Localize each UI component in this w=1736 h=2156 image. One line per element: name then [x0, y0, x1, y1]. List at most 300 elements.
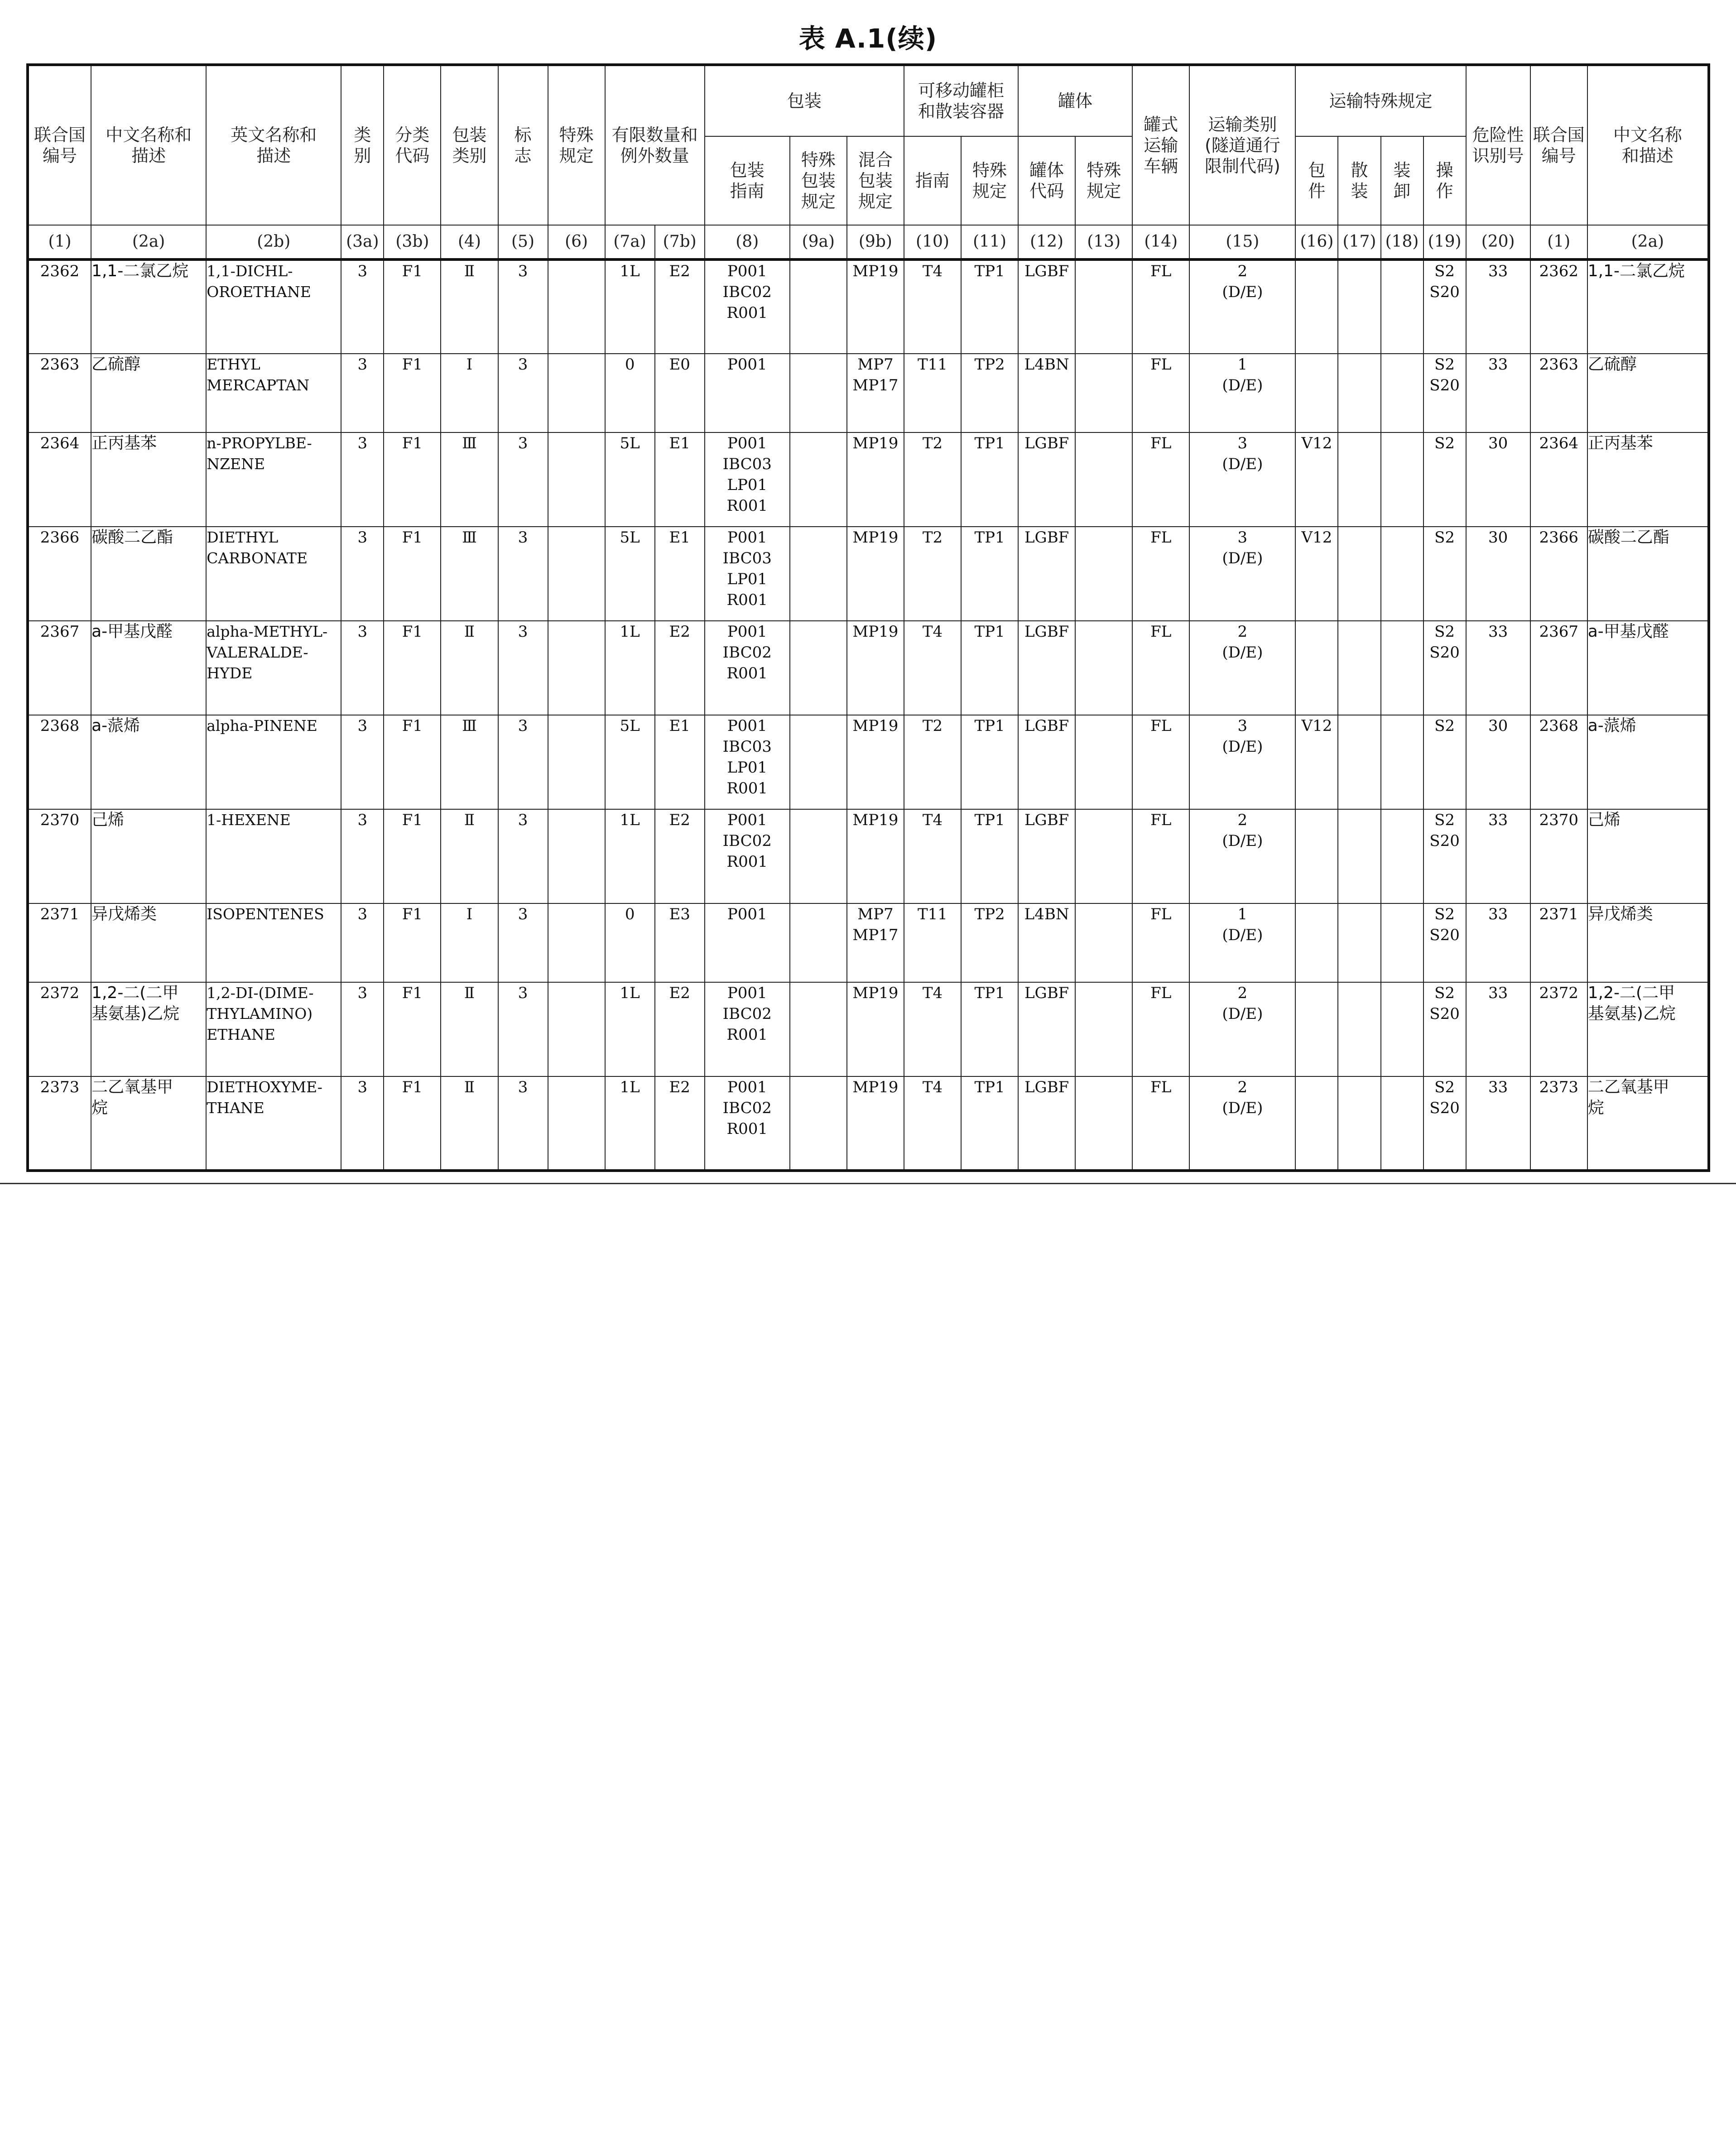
- cell-limited-qty: 5L: [605, 527, 655, 621]
- cell-tank-code: LGBF: [1018, 1076, 1075, 1171]
- cell-mixed-packing: MP19: [847, 982, 904, 1076]
- cell-mixed-packing: MP19: [847, 432, 904, 527]
- header-packaging: 包装: [705, 65, 904, 136]
- cell-tank-vehicle: FL: [1132, 903, 1189, 982]
- column-number: (1): [28, 225, 91, 259]
- cell-mixed-packing: MP19: [847, 259, 904, 354]
- cell-name-en: 1-HEXENE: [206, 809, 341, 903]
- cell-packages: [1295, 903, 1338, 982]
- cell-hazard-id: 33: [1466, 354, 1530, 432]
- cell-packages: [1295, 354, 1338, 432]
- cell-loading: [1381, 1076, 1423, 1171]
- cell-special-provisions: [548, 527, 605, 621]
- cell-excepted-qty: E2: [655, 621, 705, 715]
- cell-un-no-2: 2367: [1530, 621, 1587, 715]
- cell-special-packing: [790, 527, 847, 621]
- header-un-no-2: 联合国 编号: [1530, 65, 1587, 225]
- cell-tank-code: LGBF: [1018, 621, 1075, 715]
- cell-un-no: 2372: [28, 982, 91, 1076]
- cell-un-no: 2370: [28, 809, 91, 903]
- table-row: [28, 715, 1709, 809]
- column-number: (3b): [384, 225, 441, 259]
- column-number: (14): [1132, 225, 1189, 259]
- cell-class: 3: [341, 982, 384, 1076]
- cell-transport-category: 2 (D/E): [1189, 809, 1295, 903]
- cell-operation: S2 S20: [1423, 982, 1466, 1076]
- cell-packing-instr: P001 IBC02 R001: [705, 809, 790, 903]
- cell-special-provisions: [548, 432, 605, 527]
- cell-tank-code: L4BN: [1018, 354, 1075, 432]
- cell-excepted-qty: E1: [655, 432, 705, 527]
- cell-class: 3: [341, 1076, 384, 1171]
- cell-tank-vehicle: FL: [1132, 259, 1189, 354]
- cell-pt-special: TP2: [961, 903, 1018, 982]
- header-class-code: 分类 代码: [384, 65, 441, 225]
- header-mixed-packing: 混合 包装 规定: [847, 136, 904, 225]
- cell-special-packing: [790, 982, 847, 1076]
- cell-class: 3: [341, 527, 384, 621]
- cell-un-no: 2364: [28, 432, 91, 527]
- cell-operation: S2: [1423, 432, 1466, 527]
- header-operation: 操 作: [1423, 136, 1466, 225]
- cell-mixed-packing: MP19: [847, 621, 904, 715]
- cell-un-no-2: 2363: [1530, 354, 1587, 432]
- cell-tank-vehicle: FL: [1132, 527, 1189, 621]
- cell-pt-instr: T4: [904, 982, 961, 1076]
- cell-name-cn-2: 己烯: [1587, 809, 1709, 903]
- column-number: (7b): [655, 225, 705, 259]
- cell-un-no: 2367: [28, 621, 91, 715]
- cell-label: 3: [498, 809, 548, 903]
- cell-tank-vehicle: FL: [1132, 715, 1189, 809]
- cell-un-no: 2373: [28, 1076, 91, 1171]
- cell-name-cn: 1,2-二(二甲 基氨基)乙烷: [91, 982, 206, 1076]
- cell-excepted-qty: E2: [655, 259, 705, 354]
- cell-bulk: [1338, 715, 1380, 809]
- cell-tank-vehicle: FL: [1132, 1076, 1189, 1171]
- cell-packages: V12: [1295, 527, 1338, 621]
- cell-pt-special: TP1: [961, 621, 1018, 715]
- cell-packing-instr: P001 IBC03 LP01 R001: [705, 715, 790, 809]
- cell-operation: S2 S20: [1423, 259, 1466, 354]
- cell-limited-qty: 1L: [605, 982, 655, 1076]
- column-number: (5): [498, 225, 548, 259]
- cell-transport-category: 2 (D/E): [1189, 259, 1295, 354]
- cell-bulk: [1338, 354, 1380, 432]
- header-tank: 罐体: [1018, 65, 1132, 136]
- cell-bulk: [1338, 259, 1380, 354]
- cell-operation: S2 S20: [1423, 1076, 1466, 1171]
- cell-packing-group: Ⅲ: [441, 715, 498, 809]
- cell-name-cn-2: a-甲基戊醛: [1587, 621, 1709, 715]
- header-class: 类 别: [341, 65, 384, 225]
- cell-name-en: 1,1-DICHL- OROETHANE: [206, 259, 341, 354]
- cell-pt-instr: T2: [904, 527, 961, 621]
- cell-label: 3: [498, 1076, 548, 1171]
- header-special-provisions: 特殊 规定: [548, 65, 605, 225]
- cell-pt-instr: T2: [904, 715, 961, 809]
- column-number: (9b): [847, 225, 904, 259]
- cell-un-no: 2371: [28, 903, 91, 982]
- table-row: [28, 903, 1709, 982]
- cell-special-provisions: [548, 354, 605, 432]
- cell-class-code: F1: [384, 354, 441, 432]
- cell-class: 3: [341, 259, 384, 354]
- cell-packing-instr: P001 IBC02 R001: [705, 982, 790, 1076]
- cell-pt-special: TP1: [961, 527, 1018, 621]
- cell-tank-vehicle: FL: [1132, 432, 1189, 527]
- cell-packing-group: I: [441, 354, 498, 432]
- cell-name-en: alpha-METHYL- VALERALDE- HYDE: [206, 621, 341, 715]
- cell-transport-category: 3 (D/E): [1189, 715, 1295, 809]
- cell-name-en: ISOPENTENES: [206, 903, 341, 982]
- cell-packing-instr: P001: [705, 354, 790, 432]
- cell-special-packing: [790, 809, 847, 903]
- cell-packing-group: Ⅱ: [441, 259, 498, 354]
- cell-un-no-2: 2373: [1530, 1076, 1587, 1171]
- table-row: [28, 621, 1709, 715]
- header-tank-special: 特殊 规定: [1075, 136, 1132, 225]
- cell-bulk: [1338, 809, 1380, 903]
- cell-pt-special: TP1: [961, 809, 1018, 903]
- cell-packages: [1295, 259, 1338, 354]
- cell-hazard-id: 33: [1466, 621, 1530, 715]
- cell-tank-special: [1075, 1076, 1132, 1171]
- cell-class-code: F1: [384, 432, 441, 527]
- dangerous-goods-table: [26, 63, 1710, 1172]
- cell-packages: V12: [1295, 715, 1338, 809]
- cell-hazard-id: 33: [1466, 809, 1530, 903]
- cell-packing-instr: P001 IBC02 R001: [705, 259, 790, 354]
- column-number: (7a): [605, 225, 655, 259]
- cell-transport-category: 2 (D/E): [1189, 621, 1295, 715]
- cell-label: 3: [498, 715, 548, 809]
- cell-operation: S2 S20: [1423, 621, 1466, 715]
- cell-pt-special: TP1: [961, 982, 1018, 1076]
- column-number: (17): [1338, 225, 1380, 259]
- cell-packages: [1295, 1076, 1338, 1171]
- cell-name-cn-2: 异戊烯类: [1587, 903, 1709, 982]
- column-number-row: [28, 225, 1709, 259]
- header-transport-category: 运输类别 (隧道通行 限制代码): [1189, 65, 1295, 225]
- cell-hazard-id: 30: [1466, 715, 1530, 809]
- cell-label: 3: [498, 432, 548, 527]
- cell-hazard-id: 33: [1466, 1076, 1530, 1171]
- column-number: (8): [705, 225, 790, 259]
- column-number: (2b): [206, 225, 341, 259]
- cell-operation: S2: [1423, 715, 1466, 809]
- cell-tank-vehicle: FL: [1132, 982, 1189, 1076]
- cell-un-no-2: 2368: [1530, 715, 1587, 809]
- cell-un-no-2: 2366: [1530, 527, 1587, 621]
- cell-special-packing: [790, 1076, 847, 1171]
- cell-packages: V12: [1295, 432, 1338, 527]
- cell-operation: S2 S20: [1423, 903, 1466, 982]
- cell-tank-vehicle: FL: [1132, 809, 1189, 903]
- cell-tank-special: [1075, 982, 1132, 1076]
- cell-un-no-2: 2364: [1530, 432, 1587, 527]
- cell-loading: [1381, 903, 1423, 982]
- cell-tank-special: [1075, 903, 1132, 982]
- cell-name-cn: 异戊烯类: [91, 903, 206, 982]
- cell-bulk: [1338, 903, 1380, 982]
- cell-packing-group: I: [441, 903, 498, 982]
- cell-packages: [1295, 809, 1338, 903]
- cell-special-provisions: [548, 715, 605, 809]
- header-name-cn-2: 中文名称 和描述: [1587, 65, 1709, 225]
- column-number: (11): [961, 225, 1018, 259]
- cell-limited-qty: 0: [605, 354, 655, 432]
- column-number: (2a): [91, 225, 206, 259]
- cell-tank-code: LGBF: [1018, 982, 1075, 1076]
- cell-label: 3: [498, 354, 548, 432]
- cell-class-code: F1: [384, 715, 441, 809]
- cell-tank-special: [1075, 432, 1132, 527]
- cell-class: 3: [341, 354, 384, 432]
- cell-loading: [1381, 354, 1423, 432]
- table-row: [28, 259, 1709, 354]
- cell-packing-group: Ⅱ: [441, 982, 498, 1076]
- cell-class-code: F1: [384, 982, 441, 1076]
- column-number: (4): [441, 225, 498, 259]
- cell-class: 3: [341, 432, 384, 527]
- cell-pt-special: TP1: [961, 432, 1018, 527]
- cell-name-cn: a-甲基戊醛: [91, 621, 206, 715]
- cell-tank-code: LGBF: [1018, 432, 1075, 527]
- cell-special-provisions: [548, 259, 605, 354]
- cell-un-no: 2368: [28, 715, 91, 809]
- cell-special-provisions: [548, 903, 605, 982]
- cell-special-packing: [790, 432, 847, 527]
- column-number: (16): [1295, 225, 1338, 259]
- cell-limited-qty: 0: [605, 903, 655, 982]
- table-row: [28, 1076, 1709, 1171]
- table-row: [28, 809, 1709, 903]
- cell-special-provisions: [548, 982, 605, 1076]
- column-number: (15): [1189, 225, 1295, 259]
- cell-excepted-qty: E2: [655, 1076, 705, 1171]
- cell-loading: [1381, 809, 1423, 903]
- cell-un-no-2: 2370: [1530, 809, 1587, 903]
- header-un-no: 联合国 编号: [28, 65, 91, 225]
- cell-limited-qty: 1L: [605, 1076, 655, 1171]
- cell-pt-special: TP1: [961, 715, 1018, 809]
- table-row: [28, 432, 1709, 527]
- page-divider: [0, 1183, 1736, 1184]
- header-label: 标 志: [498, 65, 548, 225]
- column-number: (19): [1423, 225, 1466, 259]
- table-row: [28, 354, 1709, 432]
- cell-loading: [1381, 259, 1423, 354]
- cell-name-cn: a-蒎烯: [91, 715, 206, 809]
- cell-label: 3: [498, 903, 548, 982]
- cell-pt-instr: T4: [904, 259, 961, 354]
- cell-mixed-packing: MP19: [847, 715, 904, 809]
- cell-excepted-qty: E0: [655, 354, 705, 432]
- header-special-transport: 运输特殊规定: [1295, 65, 1466, 136]
- cell-special-packing: [790, 259, 847, 354]
- cell-tank-code: LGBF: [1018, 527, 1075, 621]
- cell-name-cn-2: a-蒎烯: [1587, 715, 1709, 809]
- header-limited-qty: 有限数量和 例外数量: [605, 65, 705, 225]
- cell-hazard-id: 33: [1466, 982, 1530, 1076]
- cell-bulk: [1338, 432, 1380, 527]
- cell-un-no-2: 2362: [1530, 259, 1587, 354]
- cell-tank-special: [1075, 259, 1132, 354]
- cell-tank-vehicle: FL: [1132, 354, 1189, 432]
- cell-special-packing: [790, 354, 847, 432]
- cell-tank-code: L4BN: [1018, 903, 1075, 982]
- cell-name-en: DIETHOXYME- THANE: [206, 1076, 341, 1171]
- cell-bulk: [1338, 1076, 1380, 1171]
- cell-un-no: 2362: [28, 259, 91, 354]
- cell-packages: [1295, 982, 1338, 1076]
- cell-name-cn: 己烯: [91, 809, 206, 903]
- cell-operation: S2 S20: [1423, 354, 1466, 432]
- cell-operation: S2 S20: [1423, 809, 1466, 903]
- cell-name-en: alpha-PINENE: [206, 715, 341, 809]
- cell-tank-code: LGBF: [1018, 259, 1075, 354]
- table-row: [28, 527, 1709, 621]
- cell-loading: [1381, 621, 1423, 715]
- cell-tank-special: [1075, 715, 1132, 809]
- header-tank-code: 罐体 代码: [1018, 136, 1075, 225]
- cell-transport-category: 3 (D/E): [1189, 527, 1295, 621]
- cell-name-en: n-PROPYLBE- NZENE: [206, 432, 341, 527]
- cell-name-cn: 二乙氧基甲 烷: [91, 1076, 206, 1171]
- cell-tank-special: [1075, 354, 1132, 432]
- table-header: [28, 65, 1709, 259]
- column-number: (20): [1466, 225, 1530, 259]
- cell-tank-special: [1075, 621, 1132, 715]
- cell-pt-instr: T4: [904, 621, 961, 715]
- cell-packing-group: Ⅱ: [441, 1076, 498, 1171]
- header-packing-instr: 包装 指南: [705, 136, 790, 225]
- cell-name-cn: 1,1-二氯乙烷: [91, 259, 206, 354]
- cell-excepted-qty: E2: [655, 982, 705, 1076]
- table-body: [28, 259, 1709, 1171]
- cell-special-provisions: [548, 621, 605, 715]
- cell-limited-qty: 1L: [605, 809, 655, 903]
- column-number: (18): [1381, 225, 1423, 259]
- cell-transport-category: 2 (D/E): [1189, 982, 1295, 1076]
- cell-label: 3: [498, 621, 548, 715]
- cell-hazard-id: 33: [1466, 259, 1530, 354]
- cell-name-en: 1,2-DI-(DIME- THYLAMINO) ETHANE: [206, 982, 341, 1076]
- cell-pt-special: TP1: [961, 1076, 1018, 1171]
- table-title: 表 A.1(续): [798, 23, 938, 54]
- cell-bulk: [1338, 527, 1380, 621]
- header-packages: 包 件: [1295, 136, 1338, 225]
- column-number: (10): [904, 225, 961, 259]
- cell-loading: [1381, 527, 1423, 621]
- cell-packing-instr: P001: [705, 903, 790, 982]
- column-number: (2a): [1587, 225, 1709, 259]
- cell-bulk: [1338, 621, 1380, 715]
- cell-transport-category: 2 (D/E): [1189, 1076, 1295, 1171]
- cell-pt-instr: T11: [904, 354, 961, 432]
- column-number: (13): [1075, 225, 1132, 259]
- cell-packing-group: Ⅱ: [441, 621, 498, 715]
- cell-class-code: F1: [384, 903, 441, 982]
- cell-class: 3: [341, 715, 384, 809]
- cell-un-no-2: 2372: [1530, 982, 1587, 1076]
- cell-name-cn: 正丙基苯: [91, 432, 206, 527]
- cell-name-cn-2: 正丙基苯: [1587, 432, 1709, 527]
- cell-pt-instr: T11: [904, 903, 961, 982]
- cell-packing-group: Ⅲ: [441, 432, 498, 527]
- cell-pt-instr: T4: [904, 1076, 961, 1171]
- cell-class-code: F1: [384, 1076, 441, 1171]
- cell-packing-instr: P001 IBC02 R001: [705, 621, 790, 715]
- cell-excepted-qty: E3: [655, 903, 705, 982]
- cell-packing-instr: P001 IBC03 LP01 R001: [705, 432, 790, 527]
- header-special-packing: 特殊 包装 规定: [790, 136, 847, 225]
- table-row: [28, 982, 1709, 1076]
- cell-tank-special: [1075, 809, 1132, 903]
- cell-pt-instr: T2: [904, 432, 961, 527]
- cell-label: 3: [498, 527, 548, 621]
- cell-excepted-qty: E2: [655, 809, 705, 903]
- cell-hazard-id: 33: [1466, 903, 1530, 982]
- cell-class-code: F1: [384, 621, 441, 715]
- cell-mixed-packing: MP19: [847, 527, 904, 621]
- cell-label: 3: [498, 982, 548, 1076]
- column-number: (6): [548, 225, 605, 259]
- column-number: (3a): [341, 225, 384, 259]
- cell-label: 3: [498, 259, 548, 354]
- cell-special-packing: [790, 903, 847, 982]
- cell-special-provisions: [548, 1076, 605, 1171]
- cell-tank-code: LGBF: [1018, 715, 1075, 809]
- cell-class: 3: [341, 621, 384, 715]
- cell-special-packing: [790, 715, 847, 809]
- cell-tank-vehicle: FL: [1132, 621, 1189, 715]
- cell-excepted-qty: E1: [655, 715, 705, 809]
- cell-bulk: [1338, 982, 1380, 1076]
- cell-loading: [1381, 432, 1423, 527]
- cell-name-cn-2: 1,2-二(二甲 基氨基)乙烷: [1587, 982, 1709, 1076]
- cell-excepted-qty: E1: [655, 527, 705, 621]
- header-portable-tanks: 可移动罐柜 和散装容器: [904, 65, 1018, 136]
- cell-pt-special: TP1: [961, 259, 1018, 354]
- cell-mixed-packing: MP7 MP17: [847, 903, 904, 982]
- cell-tank-code: LGBF: [1018, 809, 1075, 903]
- column-number: (9a): [790, 225, 847, 259]
- cell-loading: [1381, 982, 1423, 1076]
- cell-class: 3: [341, 903, 384, 982]
- cell-limited-qty: 5L: [605, 715, 655, 809]
- cell-transport-category: 1 (D/E): [1189, 354, 1295, 432]
- cell-packing-group: Ⅱ: [441, 809, 498, 903]
- cell-name-cn-2: 乙硫醇: [1587, 354, 1709, 432]
- cell-packages: [1295, 621, 1338, 715]
- cell-transport-category: 1 (D/E): [1189, 903, 1295, 982]
- cell-limited-qty: 1L: [605, 259, 655, 354]
- cell-class-code: F1: [384, 809, 441, 903]
- header-packing-group: 包装 类别: [441, 65, 498, 225]
- cell-packing-instr: P001 IBC03 LP01 R001: [705, 527, 790, 621]
- cell-name-cn-2: 1,1-二氯乙烷: [1587, 259, 1709, 354]
- cell-class: 3: [341, 809, 384, 903]
- cell-operation: S2: [1423, 527, 1466, 621]
- cell-special-provisions: [548, 809, 605, 903]
- cell-name-cn: 碳酸二乙酯: [91, 527, 206, 621]
- header-pt-special: 特殊 规定: [961, 136, 1018, 225]
- cell-packing-group: Ⅲ: [441, 527, 498, 621]
- cell-mixed-packing: MP7 MP17: [847, 354, 904, 432]
- header-name-en: 英文名称和 描述: [206, 65, 341, 225]
